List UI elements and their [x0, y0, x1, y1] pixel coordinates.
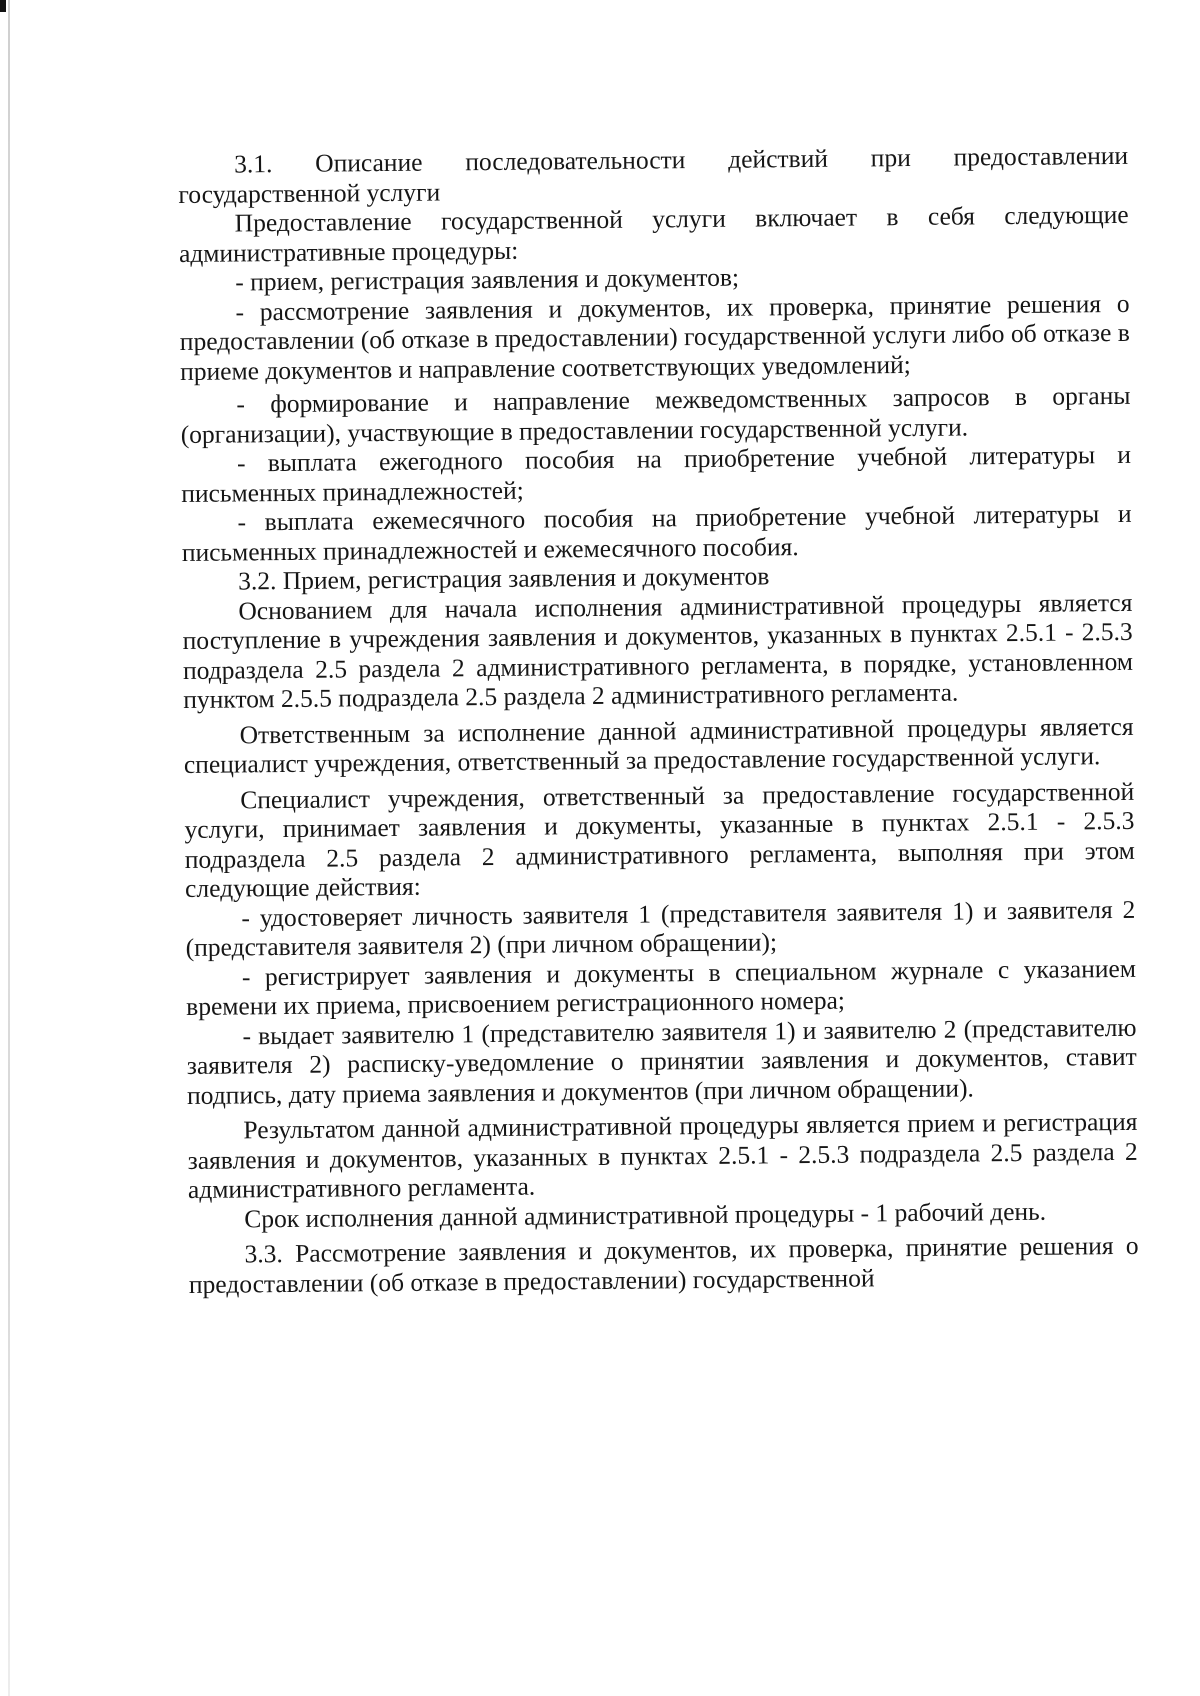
section-heading-3-2: 3.2. Прием, регистрация заявления и документов	[238, 561, 770, 596]
document-body	[178, 141, 1139, 1299]
section-heading-3-1: 3.1. Описание последовательности действий при предоставлении государственной услуги	[178, 140, 1129, 209]
list-item: - формирование и направление межведомственных запросов в органы (организации), участвующие в предоставлении государственной услуги.	[180, 380, 1131, 449]
paragraph: Предоставление государственной услуги включает в себя следующие административные процедуры:	[178, 199, 1129, 268]
paragraph: Ответственным за исполнение данной административной процедуры является специалист учреждения, ответственный за предоставление государственной услуги.	[183, 711, 1134, 779]
scan-edge-line	[8, 0, 10, 1696]
paragraph: Основанием для начала исполнения административной процедуры является поступление в учреждения заявления и документов, указанных в пунктах 2.5.1 - 2.5.3 подраздела 2.5 раздела 2 административного регламента, в порядке, установленном пунктом 2.5.5 подраздела 2.5 раздела 2 административного регламента.	[182, 587, 1134, 714]
list-item: - рассмотрение заявления и документов, их проверка, принятие решения о предоставлении (об отказе в предоставлении) государственной услуги либо об отказе в приеме документов и направление соответствующих уведомлений;	[179, 288, 1130, 386]
list-item: - прием, регистрация заявления и документов;	[235, 262, 740, 297]
paragraph: Срок исполнения данной административной процедуры - 1 рабочий день.	[244, 1196, 1047, 1233]
section-heading-3-3: 3.3. Рассмотрение заявления и документов, их проверка, принятие решения о предоставлении (об отказе в предоставлении) государственной	[188, 1230, 1139, 1299]
list-item: - выплата ежемесячного пособия на приобретение учебной литературы и письменных принадлежностей и ежемесячного пособия.	[181, 498, 1132, 567]
list-item: - выдает заявителю 1 (представителю заявителя 1) и заявителю 2 (представителю заявителя 2) расписку-уведомление о принятии заявления и документов, ставит подпись, дату приема заявления и документов (при личном обращении).	[186, 1012, 1137, 1110]
list-item: - регистрирует заявления и документы в специальном журнале с указанием времени их приема, присвоением регистрационного номера;	[186, 953, 1137, 1021]
paragraph: Специалист учреждения, ответственный за предоставление государственной услуги, принимает заявления и документы, указанные в пунктах 2.5.1 - 2.5.3 подраздела 2.5 раздела 2 административного регламента, выполняя при этом следующие действия:	[184, 776, 1135, 903]
paragraph: Результатом данной административной процедуры является прием и регистрация заявления и документов, указанных в пунктах 2.5.1 - 2.5.3 подраздела 2.5 раздела 2 административного регламента.	[187, 1106, 1138, 1204]
scan-corner-mark	[0, 0, 6, 12]
list-item: - выплата ежегодного пособия на приобретение учебной литературы и письменных принадлежностей;	[181, 439, 1132, 508]
list-item: - удостоверяет личность заявителя 1 (представителя заявителя 1) и заявителя 2 (представителя заявителя 2) (при личном обращении);	[185, 894, 1136, 962]
